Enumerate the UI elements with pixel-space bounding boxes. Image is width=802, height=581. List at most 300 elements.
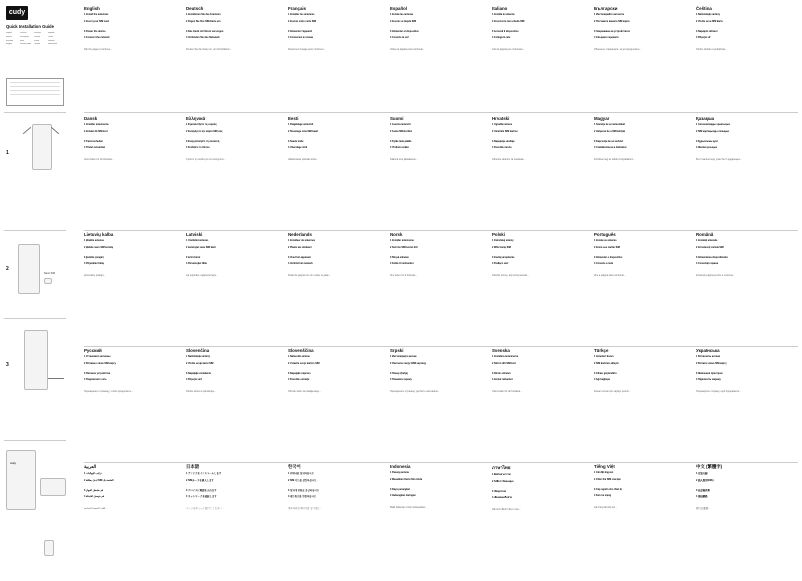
step-3-heading: 3 장치에 전원을 공급하십시오: [288, 488, 320, 492]
step-2-heading: 2 Sisestage oma SIM-kaart: [288, 129, 319, 133]
continue-note: ページをめくって続けてください...: [186, 507, 224, 511]
step-4-heading: 4 Tilslut netværket: [84, 146, 106, 150]
step-3-heading: 3 Napajanje uređaja: [492, 139, 515, 143]
step-4-heading: 4 Подключите сеть: [84, 378, 107, 382]
row-divider: [84, 346, 798, 347]
body-text-line: [495, 503, 588, 506]
language-title: Українська: [696, 348, 720, 353]
step-2-heading: 2 Vstavite svojo kartico SIM: [288, 361, 320, 365]
body-text-line: [495, 385, 588, 388]
body-text-line: [393, 153, 486, 156]
language-title: Ελληνικά: [186, 116, 206, 121]
language-title: Español: [390, 6, 408, 11]
step-2-heading: 2 Introduceți cartela SIM: [696, 245, 724, 249]
body-text-line: [495, 43, 588, 46]
row-divider: [84, 462, 798, 463]
body-text-line: [597, 385, 690, 388]
step-2-heading: 2 Insert your SIM card: [84, 19, 109, 23]
lang-index-item: Български: [20, 35, 29, 38]
step-2-heading: 2 SIMカードを挿入します: [186, 478, 214, 482]
language-title: Български: [594, 6, 618, 11]
step-2-heading: 2 Włóż kartę SIM: [492, 245, 511, 249]
step-2-heading: 2 Aseta SIM-korttisi: [390, 129, 413, 133]
body-text-line: [189, 502, 282, 505]
continue-note: Draai de pagina om om verder te gaan...: [288, 274, 331, 278]
step-1-heading: 1 Инсталирајте антене: [390, 355, 417, 359]
language-title: Slovenščina: [288, 348, 314, 353]
power-cable-illustration: [48, 378, 64, 379]
language-title: Қазақша: [696, 116, 715, 121]
language-section: [288, 6, 384, 51]
lang-index-item: Ελληνικά: [6, 39, 14, 42]
body-text-line: [699, 153, 792, 156]
divider: [4, 112, 66, 113]
continue-note: Fordítsa meg az oldalt a folytatáshoz...: [594, 158, 636, 162]
continue-note: Lật trang để tiếp tục...: [594, 506, 618, 510]
lang-index-item: Français: [34, 32, 41, 34]
phone-illustration: [44, 540, 54, 556]
language-title: Hrvatski: [492, 116, 510, 121]
step-1-heading: 1 Instale las antenas: [390, 13, 414, 17]
step-4-heading: 4 Hubungkan Jaringan: [390, 494, 416, 498]
language-section: [696, 232, 792, 277]
language-section: [390, 6, 486, 51]
continue-note: Gira la pagina per continuare...: [492, 48, 525, 52]
continue-note: Обърнете страницата, за да продължите...: [594, 48, 642, 52]
step-1-heading: 1 Встановіть антени: [696, 355, 721, 359]
router-front-illustration: [6, 450, 36, 510]
cudy-logo: cudy: [6, 6, 28, 20]
language-section: [594, 232, 690, 277]
step-4-heading: 4 Anslut nätverket: [492, 378, 513, 382]
step-4-heading: 4 Conecte la red: [390, 36, 409, 40]
step-3-heading: 3 Ierīci barot: [186, 255, 201, 259]
language-section: [492, 116, 588, 161]
step-3-heading: 3 Alimentar el dispositivo: [390, 29, 419, 33]
step-number: 1: [6, 150, 9, 156]
body-text-line: [189, 269, 282, 272]
step-2-heading: 2 ใส่ซิมการ์ดของคุณ: [492, 479, 514, 483]
step-number: 2: [6, 266, 9, 272]
language-section: [186, 464, 282, 510]
step-1-heading: 1 Paigaldage antennid: [288, 123, 314, 127]
body-text-line: [699, 385, 792, 388]
step-2-heading: 2 Indsæt dit SIM-kort: [84, 129, 108, 133]
step-2-heading: 2 Поставете вашата SIM карта: [594, 19, 630, 23]
step-3-heading: 3 Kapcsolja be az eszközt: [594, 139, 624, 143]
continue-note: 翻頁以繼續...: [696, 507, 710, 511]
continue-note: Snu siden for å fortsette...: [390, 274, 418, 278]
row-divider: [84, 112, 798, 113]
step-4-heading: 4 قم بتوصيل الشبكة: [84, 495, 105, 499]
language-section: [696, 116, 792, 161]
language-title: ภาษาไทย: [492, 465, 511, 470]
step-2-heading: 2 Inserisci la tua scheda SIM: [492, 19, 525, 23]
step-4-heading: 4 Připojte síť: [696, 36, 711, 40]
step-1-heading: 1 Инсталирайте антените: [594, 13, 625, 17]
step-4-heading: 4 Prijunkite tinklą: [84, 262, 104, 266]
continue-note: Otočte stránku a pokračujte...: [696, 48, 728, 52]
continue-note: Преокрените страницу да бисте наставили...: [390, 390, 440, 394]
step-3-heading: 3 Daya perangkat: [390, 487, 410, 491]
step-2-heading: 2 Insérez votre carte SIM: [288, 19, 317, 23]
body-text-line: [87, 385, 180, 388]
step-4-heading: 4 連接網路: [696, 495, 708, 499]
illustration-column: [0, 0, 68, 581]
step-1-heading: 1 Antenleri kurun: [594, 355, 614, 359]
step-3-heading: 3 Захранване на устройството: [594, 29, 631, 33]
body-text-line: [189, 43, 282, 46]
language-section: [696, 464, 792, 510]
support-line: [10, 90, 60, 92]
lang-index-item: Magyar: [6, 43, 12, 46]
language-title: Magyar: [594, 116, 610, 121]
language-section: [84, 6, 180, 51]
step-4-heading: 4 Podłącz sieć: [492, 262, 509, 266]
continue-note: Vänd sidan för att fortsätta...: [492, 390, 523, 394]
body-text-line: [393, 269, 486, 272]
step-1-heading: 1 Instale as antenas: [594, 239, 617, 243]
step-2-heading: 2 SIM 카드를 삽입하십시오: [288, 478, 317, 482]
language-section: [594, 6, 690, 51]
step-3-heading: 3 Accendi il dispositivo: [492, 29, 519, 33]
step-2-heading: 2 Εισαγάγετε την κάρτα SIM σας: [186, 129, 223, 133]
step-4-heading: 4 Verbinden Sie das Netzwerk: [186, 36, 220, 40]
language-title: Dansk: [84, 116, 98, 121]
body-text-line: [597, 153, 690, 156]
guide-title: Quick Installation Guide: [6, 24, 54, 29]
language-section: [288, 116, 384, 161]
step-1-heading: 1 Įdiekite antenas: [84, 239, 104, 243]
language-title: Français: [288, 6, 307, 11]
step-4-heading: 4 Підключіть мережу: [696, 378, 721, 382]
step-4-heading: 4 Csatlakoztassa a hálózatot: [594, 146, 627, 150]
continue-note: Flip the page to continue...: [84, 48, 113, 52]
continue-note: Obrnite stran za nadaljevanje...: [288, 390, 322, 394]
language-section: [288, 348, 384, 393]
language-section: [390, 348, 486, 393]
continue-note: Vend siden for at fortsætte...: [84, 158, 115, 162]
step-4-heading: 4 Pievienojiet tīklu: [186, 262, 207, 266]
step-4-heading: 4 Povežite mrežu: [492, 146, 512, 150]
step-3-heading: 3 Cấp nguồn cho thiết bị: [594, 487, 622, 491]
body-text-line: [699, 269, 792, 272]
lang-index-item: Español: [48, 32, 55, 34]
step-3-heading: 3 Alimentar o dispositivo: [594, 255, 623, 259]
continue-note: Käännä sivu jatkaaksesi...: [390, 158, 418, 162]
language-title: Slovenčina: [186, 348, 210, 353]
language-title: العربية: [84, 464, 96, 469]
continue-note: Okrenite stranicu za nastavak...: [492, 158, 526, 162]
step-2-heading: 2 插入您的SIM卡: [696, 478, 715, 482]
language-section: [594, 464, 690, 509]
lang-index-item: Nederlands: [48, 43, 58, 46]
step-1-heading: 1 Installera antennerna: [492, 355, 519, 359]
continue-note: 계속하려면 페이지를 넘기세요...: [288, 507, 322, 511]
step-1-heading: 1 安裝天線: [696, 472, 708, 476]
router-illustration: [18, 244, 40, 294]
step-3-heading: 3 Įjunkite įrenginį: [84, 255, 104, 259]
language-title: English: [84, 6, 100, 11]
step-1-heading: 1 Zainstaluj anteny: [492, 239, 514, 243]
body-text-line: [699, 502, 792, 505]
step-3-heading: 3 Ström enheten: [492, 371, 511, 375]
body-text-line: [291, 502, 384, 505]
step-3-heading: 3 قم بتشغيل الجهاز: [84, 488, 104, 492]
language-section: [186, 348, 282, 393]
continue-note: Vire a página para continuar...: [594, 274, 626, 278]
continue-note: Беттi жалғастыру үшiн бетті аударыңыз...: [696, 158, 742, 162]
language-section: [84, 116, 180, 161]
language-title: 한국어: [288, 464, 301, 469]
continue-note: พลิกหน้าเพื่อดำเนินการต่อ...: [492, 508, 521, 512]
step-2-heading: 2 Umetnite SIM karticu: [492, 129, 518, 133]
step-2-heading: 2 Sett inn SIM-kortet ditt: [390, 245, 418, 249]
continue-note: Odwróć stronę, aby kontynuować...: [492, 274, 530, 278]
lang-index-item: Lietuvių kalba: [20, 43, 31, 46]
language-section: [594, 116, 690, 161]
step-3-heading: 3 デバイスに電源を入れます: [186, 488, 217, 492]
language-section: [84, 464, 180, 510]
language-title: 日本語: [186, 464, 200, 469]
step-4-heading: 4 Connectez le réseau: [288, 36, 314, 40]
step-4-heading: 4 Conecte a rede: [594, 262, 614, 266]
step-4-heading: 4 Повежите мрежу: [390, 378, 412, 382]
body-text-line: [699, 43, 792, 46]
language-section: [492, 464, 588, 511]
body-text-line: [189, 385, 282, 388]
body-text-line: [495, 269, 588, 272]
step-4-heading: 4 Kết nối mạng: [594, 494, 612, 498]
step-1-heading: 1 Asenna antennit: [390, 123, 411, 127]
body-text-line: [291, 43, 384, 46]
step-3-heading: 3 Voed het apparaat: [288, 255, 311, 259]
step-3-heading: 3 Cihazı güçlendirin: [594, 371, 617, 375]
language-title: Polski: [492, 232, 505, 237]
continue-note: اقلب الصفحة للمتابعة...: [84, 507, 108, 511]
language-title: Русский: [84, 348, 102, 353]
language-section: [696, 6, 792, 51]
continue-note: Jätkamiseks pöörake lehte...: [288, 158, 319, 162]
lang-index-item: Hrvatski: [48, 39, 55, 42]
step-3-heading: 3 Slå på enheten: [390, 255, 409, 259]
body-text-line: [87, 43, 180, 46]
step-4-heading: 4 Συνδέστε το δίκτυο: [186, 146, 210, 150]
step-1-heading: 1 Namestite antene: [288, 355, 310, 359]
step-1-heading: 1 Installer antennerne: [84, 123, 109, 127]
language-index: [6, 32, 64, 47]
body-text-line: [393, 43, 486, 46]
language-title: Srpski: [390, 348, 404, 353]
language-section: [390, 116, 486, 161]
language-title: Lietuvių kalba: [84, 232, 114, 237]
lang-index-item: Deutsch: [20, 32, 27, 34]
language-title: Deutsch: [186, 6, 204, 11]
step-1-heading: 1 Антенналарды орнатыңыз: [696, 123, 730, 127]
language-section: [492, 348, 588, 393]
step-1-heading: 1 Установите антенны: [84, 355, 111, 359]
antenna-illustration: [51, 127, 59, 134]
step-4-heading: 4 Povežite omrežje: [288, 378, 310, 382]
lang-index-item: English: [6, 32, 12, 34]
divider: [4, 440, 66, 441]
laptop-illustration: [40, 478, 66, 496]
step-4-heading: 4 Yhdistä verkko: [390, 146, 409, 150]
language-title: Eesti: [288, 116, 299, 121]
step-2-heading: 2 Plaats uw simkaart: [288, 245, 312, 249]
language-section: [390, 232, 486, 277]
step-3-heading: 3 Құрылғыны қуат: [696, 139, 718, 143]
step-3-heading: 3 Повер Уређај: [390, 371, 408, 375]
step-1-heading: 1 Installer antennene: [390, 239, 414, 243]
language-title: Čeština: [696, 6, 712, 11]
language-title: Nederlands: [288, 232, 312, 237]
step-3-heading: 3 Tænd enheden: [84, 139, 103, 143]
step-1-heading: 1 アンテナをインストールします: [186, 472, 222, 476]
step-3-heading: 3 Power the device: [84, 29, 106, 33]
step-3-heading: 3 Napájení zařízení: [696, 29, 718, 33]
row-divider: [84, 230, 798, 231]
step-2-heading: 2 Вставьте свою SIM-карту: [84, 361, 116, 365]
support-box: [6, 78, 64, 106]
step-3-heading: 3 Seade toide: [288, 139, 304, 143]
continue-note: Devam etmek için sayfayı çevirin...: [594, 390, 631, 394]
step-1-heading: 1 Instalați antenele: [696, 239, 718, 243]
lang-index-item: Eesti: [20, 39, 24, 42]
continue-note: Apverskite puslapį...: [84, 274, 106, 278]
body-text-line: [597, 269, 690, 272]
step-3-heading: 3 為設備供電: [696, 488, 710, 492]
continue-note: Voltee la página para continuar...: [390, 48, 425, 52]
language-section: [288, 232, 384, 277]
language-title: Italiano: [492, 6, 508, 11]
step-4-heading: 4 ネットワークを接続します: [186, 495, 217, 499]
continue-note: Întoarceți pagina pentru a continua...: [696, 274, 735, 278]
language-section: [186, 116, 282, 161]
body-text-line: [597, 43, 690, 46]
language-section: [492, 6, 588, 51]
step-4-heading: 4 เชื่อมต่อเครือข่าย: [492, 496, 512, 500]
body-text-line: [393, 501, 486, 504]
continue-note: Переверните страницу, чтобы продолжить...: [84, 390, 134, 394]
step-3-heading: 3 Живлення пристрою: [696, 371, 723, 375]
step-4-heading: 4 Conectați rețeaua: [696, 262, 719, 266]
step-1-heading: 1 Nainštalujte antény: [186, 355, 210, 359]
language-section: [594, 348, 690, 393]
step-4-heading: 4 Verbind het netwerk: [288, 262, 313, 266]
step-2-heading: 2 Inserte su tarjeta SIM: [390, 19, 417, 23]
body-text-line: [393, 385, 486, 388]
language-title: Suomi: [390, 116, 404, 121]
lang-index-item: Latviski: [34, 43, 40, 46]
sim-label: Nano SIM: [44, 272, 56, 275]
antenna-illustration: [23, 127, 31, 134]
sim-card-icon: [44, 278, 52, 284]
step-2-heading: 2 Уметните своју СИМ картицу: [390, 361, 427, 365]
body-text-line: [291, 153, 384, 156]
step-2-heading: 2 SIM kartınızı ekleyin: [594, 361, 619, 365]
language-section: [186, 6, 282, 51]
router-logo: cudy: [10, 462, 16, 465]
step-2-heading: 2 Chèn thẻ SIM của bạn: [594, 477, 621, 481]
language-title: Türkçe: [594, 348, 609, 353]
support-line: [10, 94, 60, 96]
step-2-heading: 2 Vložte svoju kartu SIM: [186, 361, 214, 365]
step-1-heading: 1 ติดตั้งเสาอากาศ: [492, 473, 511, 477]
step-2-heading: 2 SIM картаңызды салыңыз: [696, 129, 730, 133]
continue-note: Lai turpinātu, apgrieziet lapu...: [186, 274, 219, 278]
step-1-heading: 1 Installieren Sie die Antennen: [186, 13, 221, 17]
step-4-heading: 4 Ühendage võrk: [288, 146, 308, 150]
step-2-heading: 2 Sätt in ditt SIM-kort: [492, 361, 516, 365]
step-1-heading: 1 Nainstalujte antény: [696, 13, 720, 17]
step-1-heading: 1 Installeer de antennes: [288, 239, 316, 243]
step-2-heading: 2 Fügen Sie Ihre SIM-Karte ein: [186, 19, 221, 23]
continue-note: Drehen Sie die Seite um, um fortzufahren...: [186, 48, 232, 52]
body-text-line: [87, 269, 180, 272]
step-2-heading: 2 Masukkan Kartu Sim Anda: [390, 477, 423, 481]
step-1-heading: 1 Pasang antena: [390, 471, 409, 475]
language-title: Tiếng Việt: [594, 464, 615, 469]
lang-index-item: Suomi: [34, 39, 40, 42]
step-1-heading: 1 Install the antennas: [84, 13, 109, 17]
body-text-line: [189, 153, 282, 156]
step-3-heading: 3 Das Gerät mit Strom versorgen: [186, 29, 224, 33]
lang-index-item: Čeština: [34, 35, 41, 38]
continue-note: Retournez la page pour continuer...: [288, 48, 326, 52]
step-1-heading: 1 Ugradite antene: [492, 123, 513, 127]
step-4-heading: 4 Connect the network: [84, 36, 110, 40]
language-title: Norsk: [390, 232, 403, 237]
divider: [4, 318, 66, 319]
step-1-heading: 1 Εγκαταστήστε τις κεραίες: [186, 123, 217, 127]
lang-index-item: Dansk: [48, 35, 54, 38]
continue-note: Γυρίστε τη σελίδα για να συνεχίσετε...: [186, 158, 226, 162]
step-1-heading: 1 안테나를 설치하십시오: [288, 472, 314, 476]
step-2-heading: 2 Įdėkite savo SIM kortelę: [84, 245, 114, 249]
language-section: [696, 348, 792, 393]
step-3-heading: 3 เปิดอุปกรณ์: [492, 489, 506, 493]
router-illustration: [24, 330, 48, 390]
step-2-heading: 2 Ievietojiet savu SIM karti: [186, 245, 216, 249]
language-title: Română: [696, 232, 714, 237]
router-illustration: [32, 124, 52, 170]
step-1-heading: 1 Uzstādiet antenas: [186, 239, 209, 243]
body-text-line: [291, 269, 384, 272]
divider: [4, 230, 66, 231]
language-title: Latviski: [186, 232, 203, 237]
support-line: [10, 82, 60, 84]
step-3-heading: 3 Alimenter l'appareil: [288, 29, 312, 33]
step-4-heading: 4 Pripojte sieť: [186, 378, 203, 382]
step-4-heading: 4 네트워크를 연결하십시오: [288, 495, 317, 499]
step-3-heading: 3 Napajajte napravo: [288, 371, 311, 375]
continue-note: Otočte stranu a pokračujte...: [186, 390, 217, 394]
step-2-heading: 2 أدخل بطاقة SIM الخاصة بك: [84, 478, 114, 482]
step-3-heading: 3 Kytke laite päälle: [390, 139, 412, 143]
step-1-heading: 1 تركيب الهوائيات: [84, 472, 102, 476]
language-section: [186, 232, 282, 277]
body-text-line: [495, 153, 588, 156]
step-2-heading: 2 Vložte svou SIM kartu: [696, 19, 723, 23]
lang-index-item: Italiano: [6, 35, 12, 38]
step-4-heading: 4 Свържете мрежата: [594, 36, 619, 40]
step-1-heading: 1 Installa le antenne: [492, 13, 515, 17]
step-1-heading: 1 Cài đặt ăng-ten: [594, 471, 614, 475]
continue-note: Переверніть сторінку, щоб продовжити...: [696, 390, 742, 394]
language-title: Svenska: [492, 348, 510, 353]
step-4-heading: 4 Желіні қосыңыз: [696, 146, 718, 150]
